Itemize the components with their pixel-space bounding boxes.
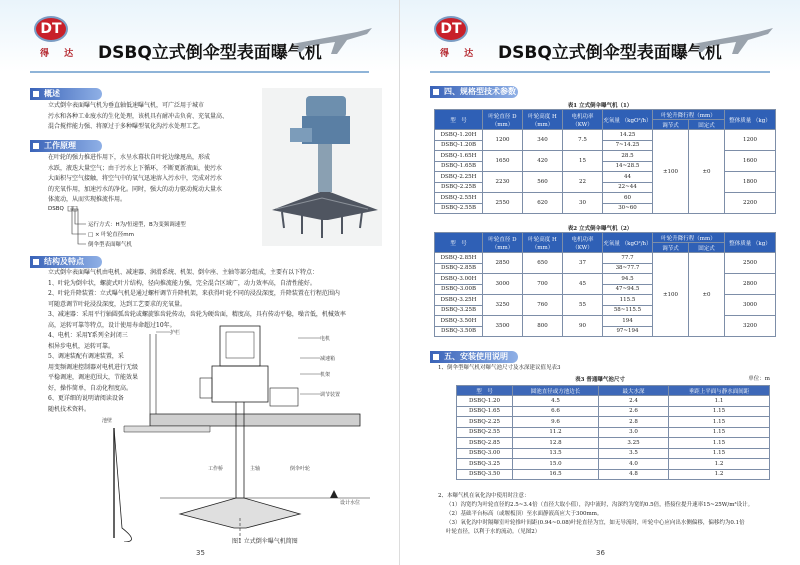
cell-oxygen: 194 — [603, 316, 653, 327]
col-model: 型 号 — [435, 233, 483, 253]
col-lift: 叶轮升降行程（mm） — [653, 110, 725, 120]
spec-table-1 — [434, 109, 776, 214]
label-main-shaft: 主轴 — [250, 466, 261, 472]
cell-oxygen: 7~14.25 — [603, 140, 653, 151]
pool-size-table — [456, 385, 770, 480]
col-weight: 整体质量 （kg） — [725, 110, 776, 130]
col-oxygen: 充氧量 （kgO²/h） — [603, 110, 653, 130]
overview-text: 立式倒伞表面曝气机为垂直轴低速曝气机，可广泛用于城市 污水和各种工业废水的生化处理，该机具有耐冲击负荷、充氧量高、 混合搅拌能力强、将原过于多种曝型氧化沟污水处理工艺。 — [48, 102, 229, 130]
table-cell: 2.4 — [599, 396, 669, 407]
cell-power: 37 — [563, 253, 603, 274]
col-adjustable: 调节式 — [653, 243, 689, 253]
cell-model: DSBQ-2.85B — [435, 263, 483, 274]
cell-power: 90 — [563, 316, 603, 337]
cell-oxygen: 14~28.5 — [603, 161, 653, 172]
table-cell: 1.15 — [669, 427, 770, 438]
table2-caption: 表2 立式倒伞曝气机（2） — [567, 226, 633, 232]
features-text-continued: 4、电机：采用Y系列全封闭三 相异步电机，运转可靠。 5、调速装配有调速装置，采 用变频调速控制器对电机进行无级 平稳调速，调速范围大，节能效果 好，操作简单，自动化程度高。 6、更详细的说明请阅读设备 随机技术资料。 — [48, 332, 139, 413]
cell-height: 700 — [523, 274, 563, 295]
table-row — [435, 172, 776, 183]
table-row — [435, 295, 776, 306]
cell-height: 420 — [523, 151, 563, 172]
cell-weight: 2800 — [725, 274, 776, 295]
label-guardrail: 护栏 — [170, 330, 181, 336]
cell-model: DSBQ-2.85H — [435, 253, 483, 264]
col-adjustable: 调节式 — [653, 120, 689, 130]
cell-oxygen: 30~60 — [603, 203, 653, 214]
label-frame: 机架 — [320, 372, 331, 378]
logo-subtitle: 得 达 — [440, 49, 480, 59]
table-cell: DSBQ-2.85 — [457, 438, 513, 449]
table1-body — [435, 130, 776, 214]
table-cell: DSBQ-3.50 — [457, 469, 513, 480]
cell-power: 30 — [563, 193, 603, 214]
cell-oxygen: 94.5 — [603, 274, 653, 285]
col-fixed: 固定式 — [689, 243, 725, 253]
label-design-level: 设计水位 — [340, 500, 361, 506]
col-lift: 叶轮升降行程（mm） — [653, 233, 725, 243]
table-cell: 11.2 — [513, 427, 599, 438]
cell-model: DSBQ-3.50B — [435, 326, 483, 337]
col-max-depth: 最大水深 — [599, 386, 669, 396]
table-cell: 9.6 — [513, 417, 599, 428]
table-row — [457, 427, 770, 438]
col-model: 型 号 — [457, 386, 513, 396]
cell-oxygen: 115.5 — [603, 295, 653, 306]
cell-diameter: 1650 — [483, 151, 523, 172]
cell-height: 800 — [523, 316, 563, 337]
cell-oxygen: 58~115.5 — [603, 305, 653, 316]
right-page — [400, 0, 800, 565]
table3-body — [457, 396, 770, 480]
table-row — [457, 459, 770, 470]
cell-model: DSBQ-3.00B — [435, 284, 483, 295]
table-cell: DSBQ-3.25 — [457, 459, 513, 470]
page-title: DSBQ立式倒伞型表面曝气机 — [98, 43, 322, 63]
table1-caption: 表1 立式倒伞曝气机（1） — [567, 103, 633, 109]
col-model: 型 号 — [435, 110, 483, 130]
section-overview: 概述 — [30, 88, 102, 100]
col-height: 叶轮高度 H（mm） — [523, 233, 563, 253]
label-lifting: 调节装置 — [320, 392, 341, 398]
table-row — [435, 130, 776, 141]
col-fixed: 固定式 — [689, 120, 725, 130]
table-row — [435, 253, 776, 264]
table-row — [435, 274, 776, 285]
aerator-photo — [262, 88, 382, 246]
label-pool-wall: 池壁 — [102, 418, 113, 424]
col-oxygen: 充氧量 （kgO²/h） — [603, 233, 653, 253]
header-rule — [30, 71, 369, 73]
airplane-icon — [688, 14, 778, 60]
cell-oxygen: 97~194 — [603, 326, 653, 337]
table-row — [457, 469, 770, 480]
cell-power: 7.5 — [563, 130, 603, 151]
features-text: 立式倒伞表面曝气机由电机、减速器、润滑系统、机架、倒伞座、主轴等部分组成，主要有以下特点： 1、叶轮为倒伞状，螺旋式叶片结构，径向推流能力强，完全混合区域广，动力效率高，自清性能好。 2、叶轮升降装置：立式曝气机是通过螺杆调节升降机架，来获得叶轮不同的浸没深度，升降装置在行程范围内 可随意调节叶轮浸没深度，达到工艺要求的充氧量。 3、减速器：采用平行轴圆弧齿轮或螺旋锥齿轮传动，齿轮为硬齿面，精度高，具有传动平稳，噪音低，机械效率 高，运转可靠等特点，设计使用寿命超过10年。 — [48, 269, 346, 329]
label-reducer: 减速箱 — [320, 356, 336, 362]
table-cell: 1.15 — [669, 448, 770, 459]
table3-unit: 单位：m — [748, 376, 770, 382]
section-install: 五、安装使用说明 — [430, 351, 518, 363]
cell-height: 760 — [523, 295, 563, 316]
page-number-right: 36 — [596, 549, 605, 557]
table-cell: 4.0 — [599, 459, 669, 470]
cell-oxygen: 77.7 — [603, 253, 653, 264]
cell-adjustable: ±100 — [653, 130, 689, 214]
table-cell: 16.5 — [513, 469, 599, 480]
table-row — [457, 448, 770, 459]
table-cell: DSBQ-2.55 — [457, 427, 513, 438]
col-diameter: 叶轮直径 D（mm） — [483, 233, 523, 253]
cell-diameter: 2230 — [483, 172, 523, 193]
cell-power: 45 — [563, 274, 603, 295]
section-features: 结构及特点 — [30, 256, 102, 268]
table-cell: 2.8 — [599, 417, 669, 428]
col-power: 电机功率 （KW） — [563, 233, 603, 253]
col-power: 电机功率 （KW） — [563, 110, 603, 130]
cell-diameter: 3250 — [483, 295, 523, 316]
col-pool-size: 圆池直径或方池边长 — [513, 386, 599, 396]
col-weight: 整体质量 （kg） — [725, 233, 776, 253]
cell-model: DSBQ-3.25B — [435, 305, 483, 316]
cell-weight: 3000 — [725, 295, 776, 316]
cell-model: DSBQ-1.65H — [435, 151, 483, 162]
table-cell: 4.8 — [599, 469, 669, 480]
header-rule — [430, 71, 770, 73]
company-logo: DT — [34, 16, 68, 42]
cell-power: 55 — [563, 295, 603, 316]
page-number-left: 35 — [196, 549, 205, 557]
cell-weight: 3200 — [725, 316, 776, 337]
cell-weight: 1800 — [725, 172, 776, 193]
cell-oxygen: 22~44 — [603, 182, 653, 193]
cell-weight: 2500 — [725, 253, 776, 274]
cell-diameter: 3500 — [483, 316, 523, 337]
table-cell: 1.2 — [669, 459, 770, 470]
cell-fixed: ±0 — [689, 130, 725, 214]
table-cell: DSBQ-3.00 — [457, 448, 513, 459]
col-diameter: 叶轮直径 D（mm） — [483, 110, 523, 130]
cell-height: 620 — [523, 193, 563, 214]
aerator-drawing — [100, 318, 390, 542]
cell-diameter: 3000 — [483, 274, 523, 295]
cell-height: 340 — [523, 130, 563, 151]
cell-model: DSBQ-1.20B — [435, 140, 483, 151]
principle-text: 在叶轮的强力推进作用下，水呈水幕状自叶轮边缘甩出，形成 水跃，液迭大量空气；由于污水上下循环，不断更新液面，使污水 大面积与空气接触，将空气中的氧气迅速溶入污水中，完成对污水 的充氧作用，加速污水的净化。同时，强大的动力驱动搅动大量水 体流动，从而实现推流作用。 — [48, 154, 223, 203]
table-cell: 6.6 — [513, 406, 599, 417]
section-principle: 工作原理 — [30, 140, 102, 152]
cell-model: DSBQ-1.20H — [435, 130, 483, 141]
table-cell: DSBQ-1.65 — [457, 406, 513, 417]
cell-oxygen: 44 — [603, 172, 653, 183]
table-cell: DSBQ-2.25 — [457, 417, 513, 428]
section-params: 四、规格型技术参数 — [430, 86, 518, 98]
col-height: 叶轮高度 H（mm） — [523, 110, 563, 130]
table-row — [435, 316, 776, 327]
cell-model: DSBQ-2.55B — [435, 203, 483, 214]
oxidation-ditch-notes: 2、本曝气机在氧化沟中使用时注意： （1）沟宽约为叶轮直径的2.5~3.4倍（直径大取小值），沟中流时，沟深约为宽的0.5倍，搭接位提升速率15~25W/m³设计。 （2）基础平台标高（或堰板顶）至水面静液高应大于300mm。 （3）氧化沟中时隔曝室叶轮推叶间距(0.94~0.08)叶轮直径为宜，如无导流时，叶轮中心应向出水侧偏移，偏移约为0.1倍 叶轮直径，以利于水的流动。（见图2） — [438, 493, 754, 535]
cell-height: 560 — [523, 172, 563, 193]
label-impeller: 倒伞叶轮 — [290, 466, 311, 472]
cell-oxygen: 28.5 — [603, 151, 653, 162]
table-cell: 1.15 — [669, 417, 770, 428]
table-cell: 2.6 — [599, 406, 669, 417]
cell-model: DSBQ-2.25H — [435, 172, 483, 183]
table2-body — [435, 253, 776, 337]
table-cell: 15.0 — [513, 459, 599, 470]
table-cell: 3.0 — [599, 427, 669, 438]
table-row — [435, 151, 776, 162]
cell-model: DSBQ-2.55H — [435, 193, 483, 204]
cell-oxygen: 60 — [603, 193, 653, 204]
cell-model: DSBQ-1.65B — [435, 161, 483, 172]
cell-model: DSBQ-3.50H — [435, 316, 483, 327]
logo-subtitle: 得 达 — [40, 49, 80, 59]
cell-weight: 1200 — [725, 130, 776, 151]
cell-adjustable: ±100 — [653, 253, 689, 337]
table-row — [457, 406, 770, 417]
spec-table-2 — [434, 232, 776, 337]
company-logo: DT — [434, 16, 468, 42]
label-motor: 电机 — [320, 336, 331, 342]
cell-oxygen: 14.25 — [603, 130, 653, 141]
cell-diameter: 1200 — [483, 130, 523, 151]
airplane-icon — [287, 14, 377, 60]
table-row — [457, 438, 770, 449]
cell-model: DSBQ-3.00H — [435, 274, 483, 285]
install-intro: 1、倒伞型曝气机对曝气池尺寸及水深建议值见表3 — [438, 365, 561, 371]
table-cell: 3.25 — [599, 438, 669, 449]
table-cell: 1.2 — [669, 469, 770, 480]
table-cell: 4.5 — [513, 396, 599, 407]
page-title: DSBQ立式倒伞型表面曝气机 — [498, 43, 722, 63]
table-row — [457, 396, 770, 407]
table-row — [435, 193, 776, 204]
cell-model: DSBQ-2.25B — [435, 182, 483, 193]
table-cell: 1.15 — [669, 406, 770, 417]
table-cell: 1.1 — [669, 396, 770, 407]
table-cell: 1.15 — [669, 438, 770, 449]
cell-oxygen: 47~94.5 — [603, 284, 653, 295]
cell-model: DSBQ-3.25H — [435, 295, 483, 306]
cell-height: 650 — [523, 253, 563, 274]
table-row — [457, 417, 770, 428]
cell-diameter: 2850 — [483, 253, 523, 274]
col-clearance: 垂距上平面与静水面间距 — [669, 386, 770, 396]
cell-oxygen: 38~77.7 — [603, 263, 653, 274]
table-cell: 3.5 — [599, 448, 669, 459]
table3-caption: 表3 普通曝气池尺寸 — [575, 377, 625, 383]
model-code-diagram: DSBQ 运行方式：H为/恒速型，B为变频调速型 □ × 叶轮直径mm 倒伞型表面曝气机 — [48, 206, 186, 248]
table-cell: DSBQ-1.20 — [457, 396, 513, 407]
cell-diameter: 2550 — [483, 193, 523, 214]
table-cell: 12.8 — [513, 438, 599, 449]
cell-power: 22 — [563, 172, 603, 193]
table-cell: 13.5 — [513, 448, 599, 459]
cell-weight: 2200 — [725, 193, 776, 214]
cell-power: 15 — [563, 151, 603, 172]
label-walkway: 工作桥 — [208, 466, 224, 472]
cell-weight: 1600 — [725, 151, 776, 172]
figure-caption: 图1 立式倒伞曝气机简图 — [232, 538, 298, 545]
cell-fixed: ±0 — [689, 253, 725, 337]
